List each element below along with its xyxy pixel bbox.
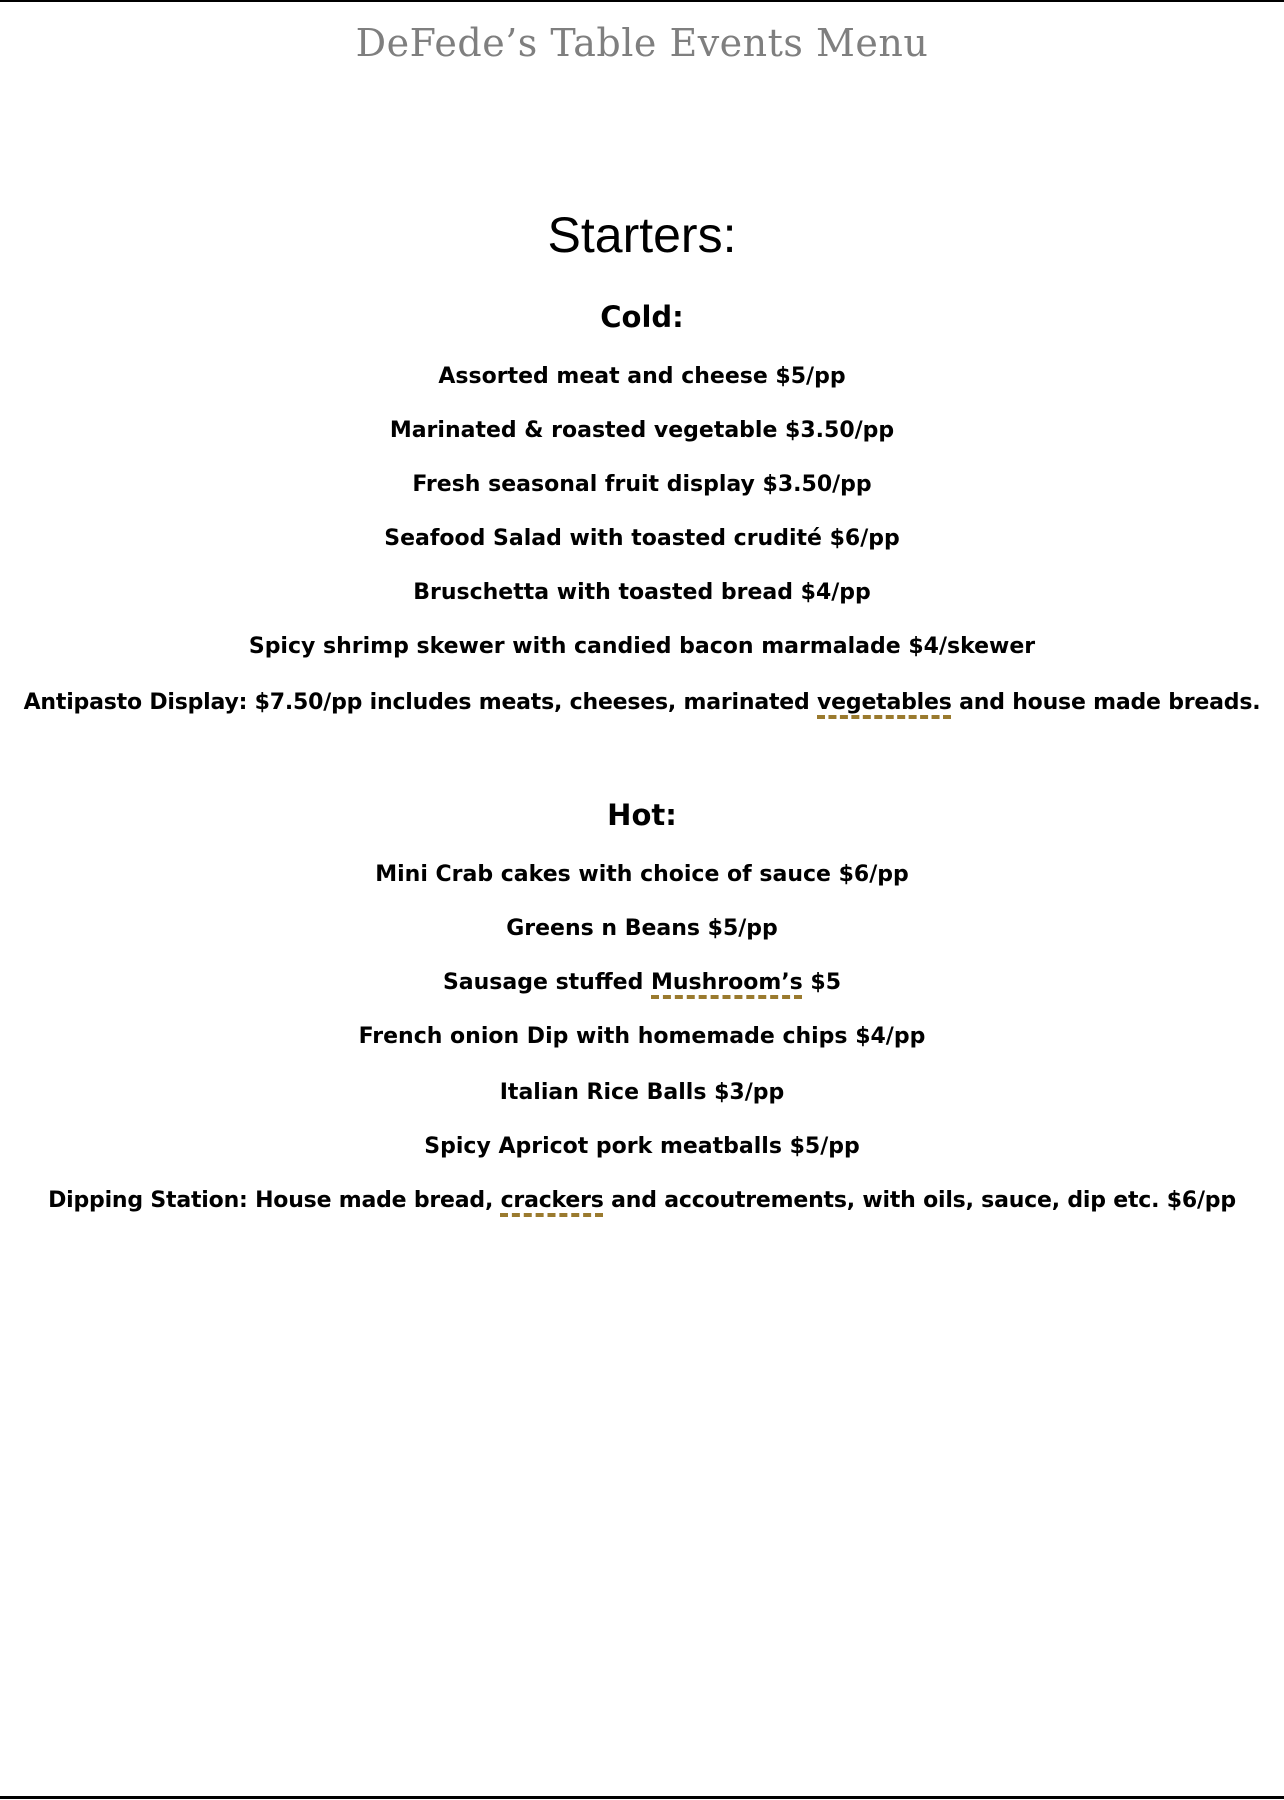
text-run: Dipping Station: House made bread,: [48, 1188, 501, 1213]
menu-item: Fresh seasonal fruit display $3.50/pp: [412, 472, 872, 497]
menu-item-antipasto: [0, 692, 1284, 714]
menu-item: Italian Rice Balls $3/pp: [499, 1080, 785, 1105]
text-run: and house made breads.: [951, 690, 1261, 715]
spellcheck-flagged-word[interactable]: crackers: [500, 1188, 604, 1213]
menu-item: Marinated & roasted vegetable $3.50/pp: [389, 418, 895, 443]
page-header-title: DeFede’s Table Events Menu: [355, 21, 929, 65]
subheading-cold: Cold:: [600, 300, 684, 334]
page-bottom-border: [0, 1796, 1284, 1799]
spellcheck-flagged-word[interactable]: vegetables: [817, 690, 952, 715]
text-run: $5: [802, 970, 842, 995]
menu-item: Spicy Apricot pork meatballs $5/pp: [424, 1134, 860, 1159]
menu-item: Greens n Beans $5/pp: [506, 916, 778, 941]
menu-item: French onion Dip with homemade chips $4/pp: [358, 1024, 926, 1049]
text-run: Sausage stuffed: [442, 970, 651, 995]
subheading-hot: Hot:: [607, 798, 677, 832]
text-run: and accoutrements, with oils, sauce, dip etc. $6/pp: [603, 1188, 1236, 1213]
text-run: Antipasto Display: $7.50/pp includes meats, cheeses, marinated: [23, 690, 818, 715]
page-top-border: [0, 0, 1284, 2]
menu-item: Spicy shrimp skewer with candied bacon marmalade $4/skewer: [248, 634, 1036, 659]
menu-item: Mini Crab cakes with choice of sauce $6/pp: [375, 862, 909, 887]
menu-item-sausage: [0, 972, 1284, 994]
section-title-starters: Starters:: [547, 207, 737, 263]
spellcheck-flagged-word[interactable]: Mushroom’s: [651, 970, 803, 995]
menu-item-dipping-station: [0, 1190, 1284, 1212]
menu-item: Bruschetta with toasted bread $4/pp: [413, 580, 871, 605]
menu-item: Seafood Salad with toasted crudité $6/pp: [384, 526, 900, 551]
menu-item: Assorted meat and cheese $5/pp: [438, 364, 846, 389]
